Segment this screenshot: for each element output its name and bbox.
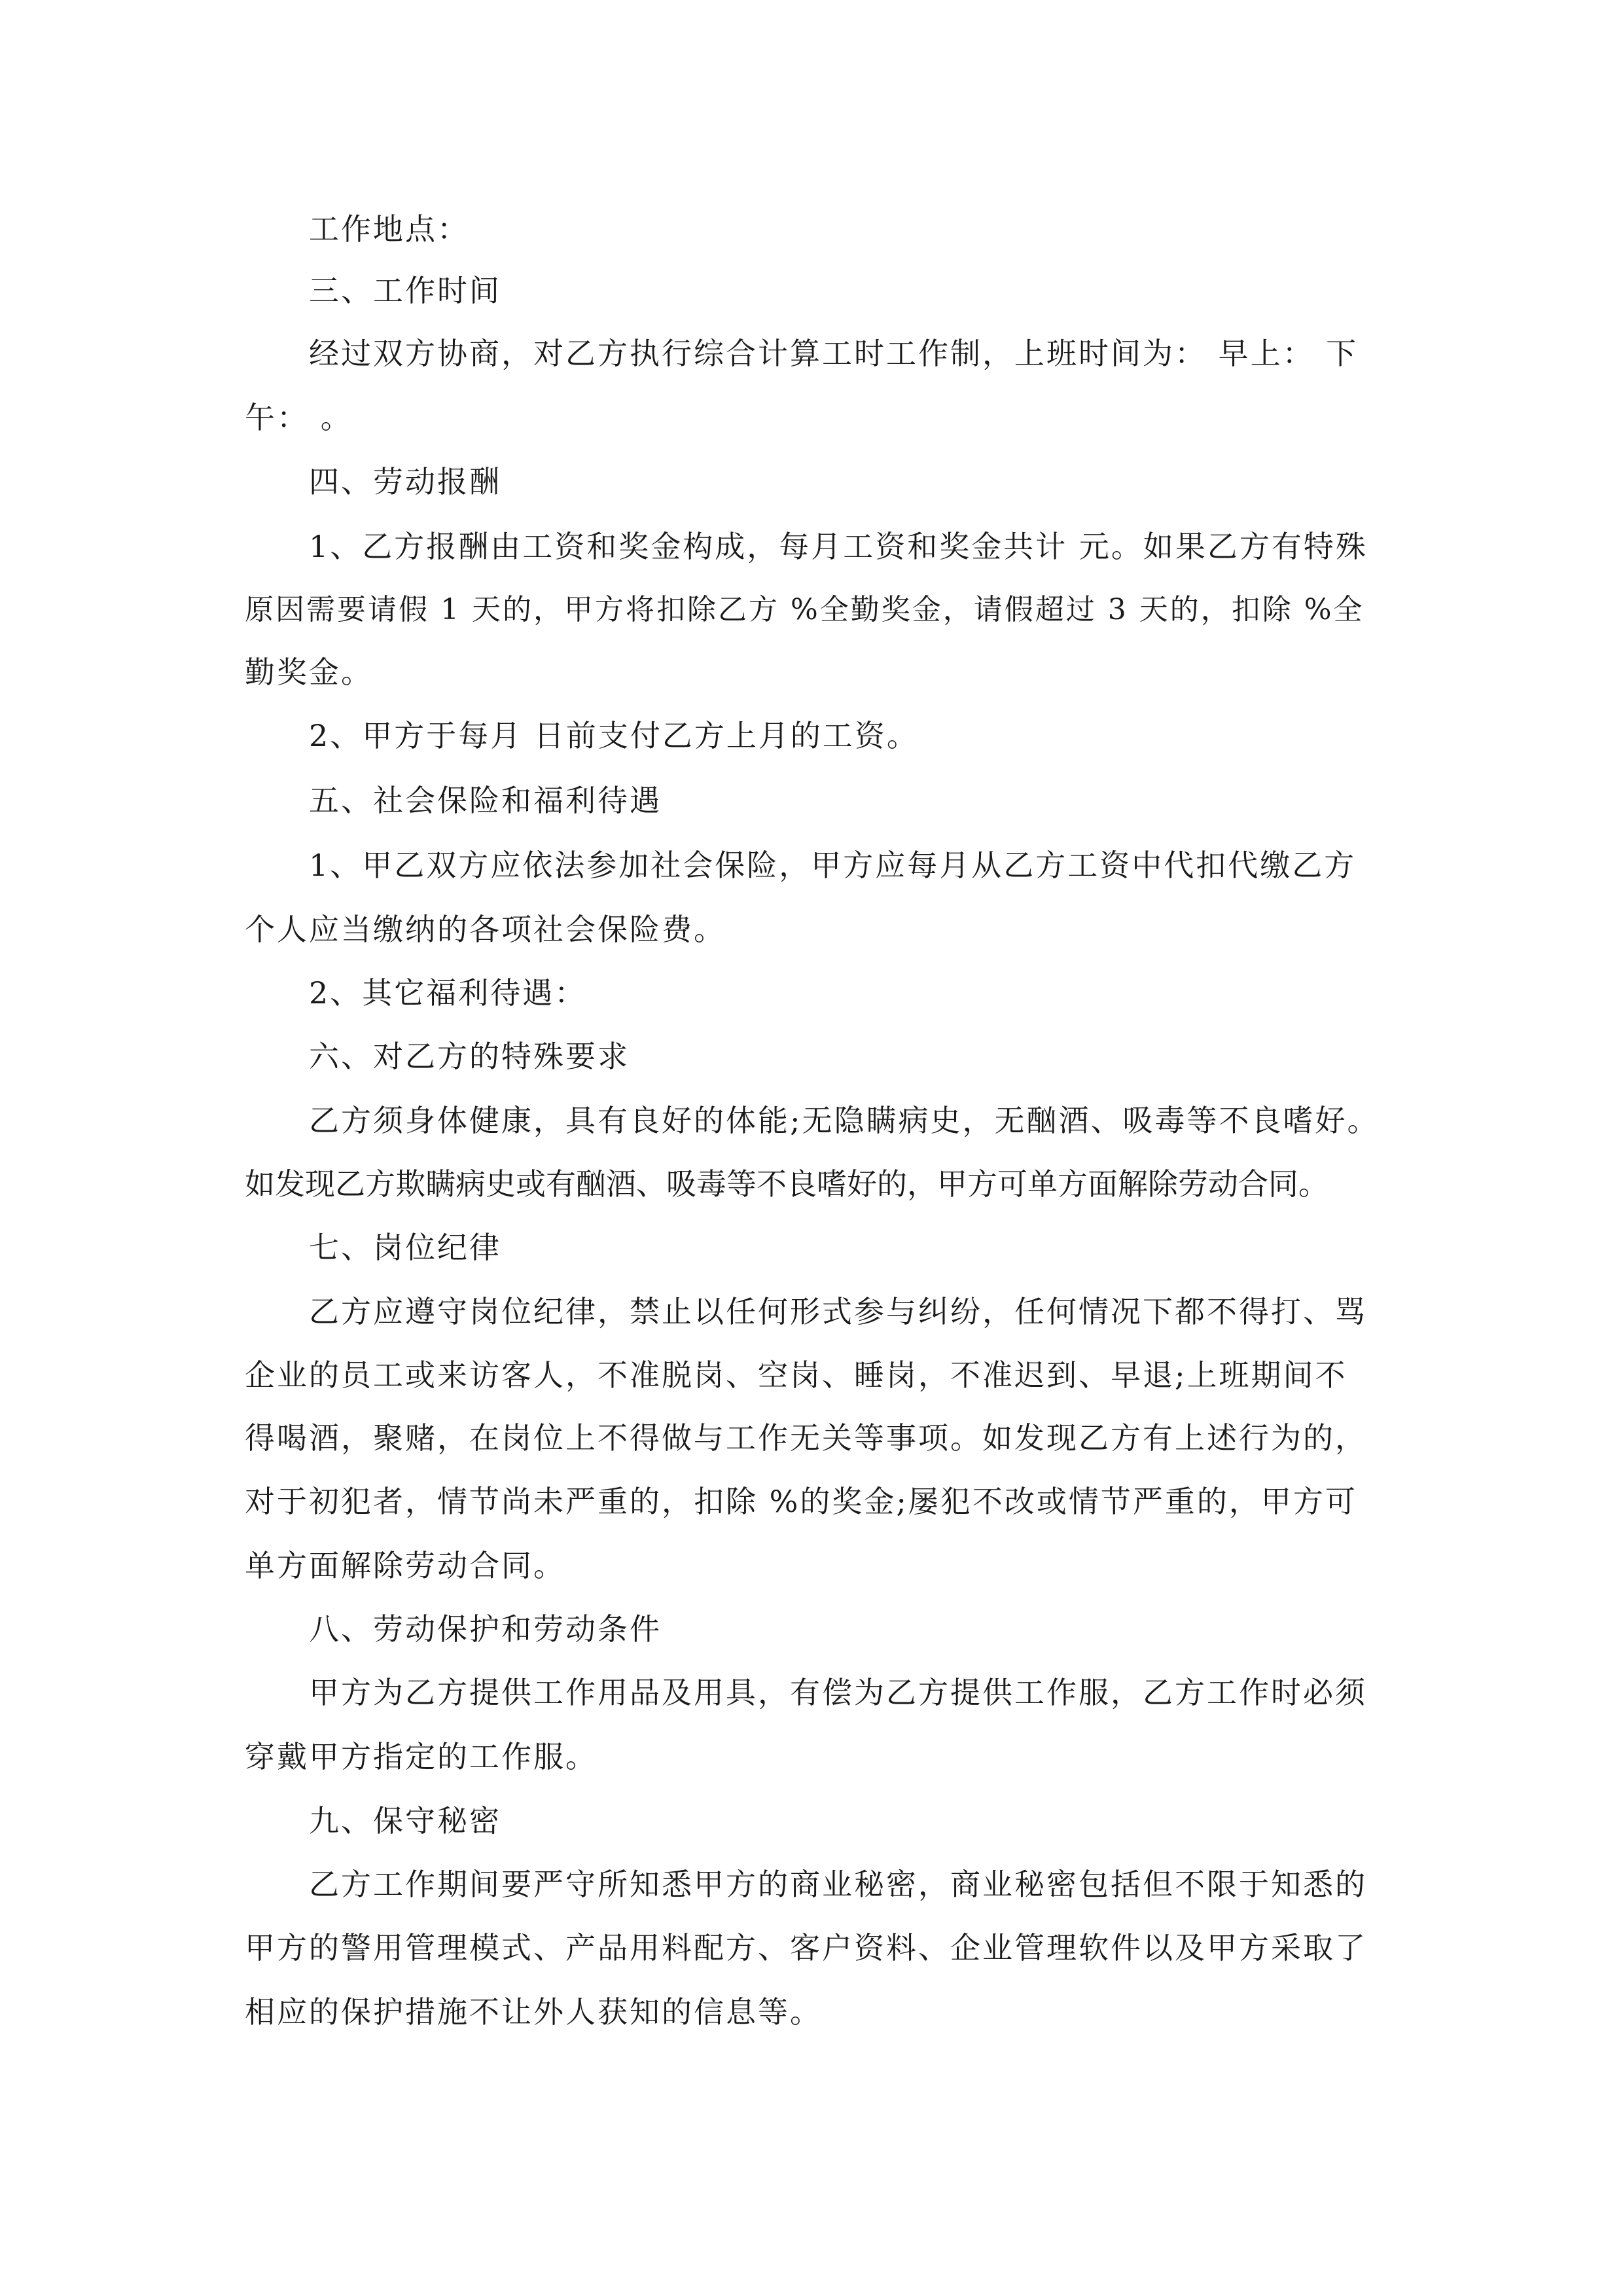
section-heading-compensation: 四、劳动报酬: [309, 464, 501, 499]
section-heading-social-insurance: 五、社会保险和福利待遇: [309, 783, 662, 818]
paragraph-line: 甲方为乙方提供工作用品及用具，有偿为乙方提供工作服，乙方工作时必须: [309, 1675, 1367, 1710]
paragraph-line: 乙方应遵守岗位纪律，禁止以任何形式参与纠纷，任何情况下都不得打、骂: [309, 1294, 1367, 1329]
paragraph-line: 如发现乙方欺瞒病史或有酗酒、吸毒等不良嗜好的，甲方可单方面解除劳动合同。: [245, 1166, 1329, 1202]
paragraph-line: 甲方的警用管理模式、产品用料配方、客户资料、企业管理软件以及甲方采取了: [245, 1930, 1367, 1965]
paragraph-line: 1、乙方报酬由工资和奖金构成，每月工资和奖金共计 元。如果乙方有特殊: [309, 529, 1368, 564]
section-heading-special-requirements: 六、对乙方的特殊要求: [309, 1039, 630, 1074]
paragraph-line: 勤奖金。: [245, 655, 373, 690]
paragraph-line: 得喝酒，聚赌，在岗位上不得做与工作无关等事项。如发现乙方有上述行为的，: [245, 1420, 1367, 1456]
paragraph-line: 对于初犯者，情节尚未严重的，扣除 %的奖金;屡犯不改或情节严重的，甲方可: [245, 1484, 1357, 1519]
section-heading-discipline: 七、岗位纪律: [309, 1230, 501, 1265]
paragraph-line: 单方面解除劳动合同。: [245, 1548, 565, 1583]
paragraph-line: 个人应当缴纳的各项社会保险费。: [245, 912, 726, 947]
section-heading-labor-protection: 八、劳动保护和劳动条件: [309, 1611, 662, 1647]
paragraph-line: 2、其它福利待遇：: [309, 975, 587, 1011]
section-heading-confidentiality: 九、保守秘密: [309, 1803, 501, 1839]
paragraph-line: 2、甲方于每月 日前支付乙方上月的工资。: [309, 718, 919, 753]
paragraph-line: 经过双方协商，对乙方执行综合计算工时工作制，上班时间为： 早上： 下: [309, 336, 1359, 371]
paragraph-line: 午： 。: [245, 400, 353, 435]
paragraph-line: 企业的员工或来访客人，不准脱岗、空岗、睡岗，不准迟到、早退;上班期间不: [245, 1357, 1347, 1393]
paragraph-line: 相应的保护措施不让外人获知的信息等。: [245, 1994, 822, 2030]
paragraph-line: 1、甲乙双方应依法参加社会保险，甲方应每月从乙方工资中代扣代缴乙方: [309, 848, 1357, 883]
paragraph-line: 原因需要请假 1 天的，甲方将扣除乙方 %全勤奖金，请假超过 3 天的，扣除 %全: [245, 593, 1364, 626]
section-heading-work-time: 三、工作时间: [309, 273, 501, 308]
text-line-work-location: 工作地点：: [309, 211, 469, 247]
paragraph-line: 乙方工作期间要严守所知悉甲方的商业秘密，商业秘密包括但不限于知悉的: [309, 1867, 1367, 1902]
paragraph-line: 乙方须身体健康，具有良好的体能;无隐瞒病史，无酗酒、吸毒等不良嗜好。: [309, 1103, 1380, 1138]
paragraph-line: 穿戴甲方指定的工作服。: [245, 1739, 597, 1774]
